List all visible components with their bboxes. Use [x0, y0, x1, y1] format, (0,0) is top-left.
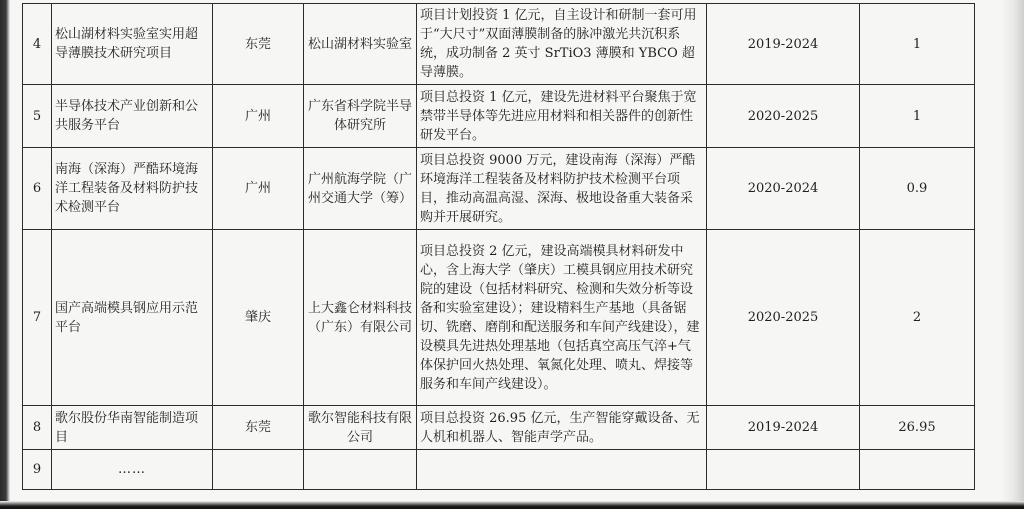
table-row	[23, 450, 975, 490]
row-index: 5	[23, 85, 52, 148]
row-index: 7	[23, 230, 52, 406]
project-name: 半导体技术产业创新和公共服务平台	[52, 85, 213, 148]
project-name: 松山湖材料实验室实用超导薄膜技术研究项目	[52, 4, 213, 85]
project-table	[22, 3, 975, 490]
project-period	[707, 450, 860, 490]
project-name: 歌尔股份华南智能制造项目	[52, 406, 213, 450]
project-amount: 1	[860, 85, 975, 148]
table-row	[23, 4, 975, 85]
project-city: 肇庆	[213, 230, 304, 406]
row-index: 6	[23, 148, 52, 230]
project-city: 东莞	[213, 406, 304, 450]
project-amount: 0.9	[860, 148, 975, 230]
table-row	[23, 85, 975, 148]
project-org: 歌尔智能科技有限公司	[304, 406, 417, 450]
scan-edge-left	[0, 0, 10, 509]
project-org	[304, 450, 417, 490]
project-amount	[860, 450, 975, 490]
project-city: 东莞	[213, 4, 304, 85]
table-row	[23, 230, 975, 406]
project-name: 国产高端模具钢应用示范平台	[52, 230, 213, 406]
project-period: 2019-2024	[707, 406, 860, 450]
project-description: 项目总投资 9000 万元，建设南海（深海）严酷环境海洋工程装备及材料防护技术检测平台项目，推动高温高湿、深海、极地设备重大装备采购并开展研究。	[417, 148, 707, 230]
project-name: ……	[52, 450, 213, 490]
row-index: 9	[23, 450, 52, 490]
project-description: 项目总投资 1 亿元，建设先进材料平台聚焦于宽禁带半导体等先进应用材料和相关器件的创新性研发平台。	[417, 85, 707, 148]
scan-edge-bottom	[0, 501, 1024, 509]
project-period: 2020-2025	[707, 230, 860, 406]
project-name: 南海（深海）严酷环境海洋工程装备及材料防护技术检测平台	[52, 148, 213, 230]
project-amount: 1	[860, 4, 975, 85]
row-index: 4	[23, 4, 52, 85]
project-amount: 2	[860, 230, 975, 406]
project-description: 项目总投资 2 亿元，建设高端模具材料研发中心，含上海大学（肇庆）工模具钢应用技术研究院的建设（包括材料研究、检测和失效分析等设备和实验室建设）；建设精料生产基地（具备锯切、铣磨、磨削和配送服务和车间产线建设），建设模具先进热处理基地（包括真空高压气淬+气体保护回火热处理、氧氮化处理、喷丸、焊接等服务和车间产线建设）。	[417, 230, 707, 406]
project-city: 广州	[213, 148, 304, 230]
project-amount: 26.95	[860, 406, 975, 450]
project-period: 2019-2024	[707, 4, 860, 85]
project-org: 广东省科学院半导体研究所	[304, 85, 417, 148]
project-org: 广州航海学院（广州交通大学（筹）	[304, 148, 417, 230]
project-description: 项目计划投资 1 亿元，自主设计和研制一套可用于“大尺寸”双面薄膜制备的脉冲激光共沉积系统，成功制备 2 英寸 SrTiO3 薄膜和 YBCO 超导薄膜。	[417, 4, 707, 85]
project-city	[213, 450, 304, 490]
project-org: 上大鑫仑材料科技（广东）有限公司	[304, 230, 417, 406]
table-row	[23, 406, 975, 450]
project-description: 项目总投资 26.95 亿元，生产智能穿戴设备、无人机和机器人、智能声学产品。	[417, 406, 707, 450]
scan-edge-right	[1002, 0, 1024, 509]
project-period: 2020-2024	[707, 148, 860, 230]
project-description	[417, 450, 707, 490]
row-index: 8	[23, 406, 52, 450]
project-period: 2020-2025	[707, 85, 860, 148]
table-row	[23, 148, 975, 230]
project-city: 广州	[213, 85, 304, 148]
project-org: 松山湖材料实验室	[304, 4, 417, 85]
